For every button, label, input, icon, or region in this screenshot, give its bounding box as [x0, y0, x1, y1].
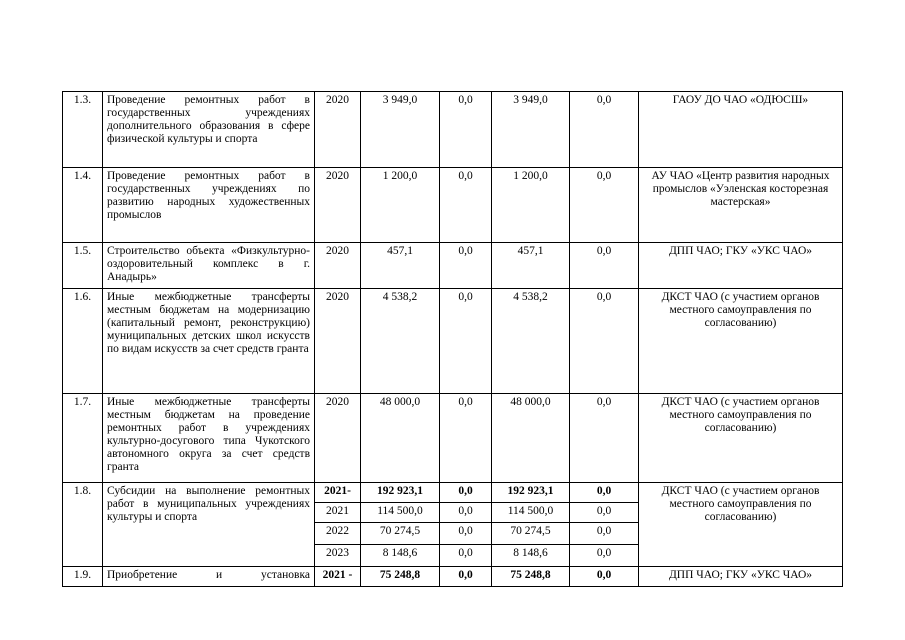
- local-budget-cell: 0,0: [570, 483, 639, 503]
- row-number: 1.7.: [63, 394, 103, 483]
- table-row: [63, 243, 843, 289]
- period-cell: 2020: [315, 394, 361, 483]
- total-amount-cell: 192 923,1: [361, 483, 440, 503]
- responsible-executor: ДКСТ ЧАО (с участием органов местного самоуправления по согласованию): [639, 289, 843, 394]
- row-number: 1.5.: [63, 243, 103, 289]
- period-cell: [315, 567, 361, 587]
- okrug-budget-cell: 192 923,1: [492, 483, 570, 503]
- federal-budget-cell: 0,0: [440, 168, 492, 243]
- total-amount-cell: 48 000,0: [361, 394, 440, 483]
- local-budget-cell: 0,0: [570, 243, 639, 289]
- activity-description: Проведение ремонтных работ в государственных учреждениях дополнительного образования в сфере физической культуры и спорта: [103, 92, 315, 168]
- table-row: [63, 92, 843, 168]
- okrug-budget-cell: 457,1: [492, 243, 570, 289]
- total-amount-cell: 70 274,5: [361, 523, 440, 545]
- federal-budget-cell: 0,0: [440, 503, 492, 523]
- responsible-executor: ГАОУ ДО ЧАО «ОДЮСШ»: [639, 92, 843, 168]
- responsible-executor: ДПП ЧАО; ГКУ «УКС ЧАО»: [639, 567, 843, 587]
- activity-description: Иные межбюджетные трансферты местным бюджетам на проведение ремонтных работ в учреждениях культурно-досугового типа Чукотского автономного округа за счет средств гранта: [103, 394, 315, 483]
- okrug-budget-cell: 1 200,0: [492, 168, 570, 243]
- federal-budget-cell: 0,0: [440, 243, 492, 289]
- federal-budget-cell: 0,0: [440, 394, 492, 483]
- local-budget-cell: 0,0: [570, 92, 639, 168]
- total-amount-cell: 8 148,6: [361, 545, 440, 567]
- okrug-budget-cell: 75 248,8: [492, 567, 570, 587]
- total-amount-cell: 3 949,0: [361, 92, 440, 168]
- okrug-budget-cell: 4 538,2: [492, 289, 570, 394]
- period-cell: 2020: [315, 168, 361, 243]
- federal-budget-cell: 0,0: [440, 523, 492, 545]
- total-amount-cell: 4 538,2: [361, 289, 440, 394]
- table-row: [63, 394, 843, 483]
- row-number: 1.9.: [63, 567, 103, 587]
- activity-description: Субсидии на выполнение ремонтных работ в муниципальных учреждениях культуры и спорта: [103, 483, 315, 567]
- total-amount-cell: 114 500,0: [361, 503, 440, 523]
- activity-description: Иные межбюджетные трансферты местным бюджетам на модернизацию (капитальный ремонт, реконструкцию) муниципальных детских школ искусств по видам искусств за счет средств гранта: [103, 289, 315, 394]
- row-number: 1.8.: [63, 483, 103, 567]
- row-number: 1.3.: [63, 92, 103, 168]
- local-budget-cell: 0,0: [570, 523, 639, 545]
- table-row: [63, 483, 843, 503]
- period-text: 2021 -: [322, 569, 353, 581]
- federal-budget-cell: 0,0: [440, 567, 492, 587]
- activity-description: [103, 567, 315, 587]
- period-cell: 2020: [315, 243, 361, 289]
- total-amount-cell: 457,1: [361, 243, 440, 289]
- period-cell: [315, 483, 361, 503]
- period-cell: 2022: [315, 523, 361, 545]
- total-amount-cell: 75 248,8: [361, 567, 440, 587]
- total-amount-cell: 1 200,0: [361, 168, 440, 243]
- row-number: 1.4.: [63, 168, 103, 243]
- local-budget-cell: 0,0: [570, 545, 639, 567]
- federal-budget-cell: 0,0: [440, 545, 492, 567]
- okrug-budget-cell: 114 500,0: [492, 503, 570, 523]
- period-text: 2021-: [324, 485, 351, 497]
- okrug-budget-cell: 48 000,0: [492, 394, 570, 483]
- responsible-executor: ДПП ЧАО; ГКУ «УКС ЧАО»: [639, 243, 843, 289]
- activity-description-text: Приобретение и установка: [107, 569, 310, 581]
- row-number: 1.6.: [63, 289, 103, 394]
- period-cell: 2020: [315, 92, 361, 168]
- federal-budget-cell: 0,0: [440, 92, 492, 168]
- table-row: [63, 567, 843, 587]
- activity-description: Проведение ремонтных работ в государственных учреждениях по развитию народных художественных промыслов: [103, 168, 315, 243]
- federal-budget-cell: 0,0: [440, 483, 492, 503]
- table-row: [63, 168, 843, 243]
- activity-description: Строительство объекта «Физкультурно-оздоровительный комплекс в г. Анадырь»: [103, 243, 315, 289]
- okrug-budget-cell: 3 949,0: [492, 92, 570, 168]
- local-budget-cell: 0,0: [570, 168, 639, 243]
- okrug-budget-cell: 70 274,5: [492, 523, 570, 545]
- local-budget-cell: 0,0: [570, 567, 639, 587]
- local-budget-cell: 0,0: [570, 503, 639, 523]
- responsible-executor: ДКСТ ЧАО (с участием органов местного самоуправления по согласованию): [639, 394, 843, 483]
- okrug-budget-cell: 8 148,6: [492, 545, 570, 567]
- period-cell: 2020: [315, 289, 361, 394]
- local-budget-cell: 0,0: [570, 394, 639, 483]
- period-cell: 2021: [315, 503, 361, 523]
- table-row: [63, 289, 843, 394]
- period-cell: 2023: [315, 545, 361, 567]
- program-activities-table: [62, 91, 843, 587]
- federal-budget-cell: 0,0: [440, 289, 492, 394]
- local-budget-cell: 0,0: [570, 289, 639, 394]
- responsible-executor: АУ ЧАО «Центр развития народных промыслов «Уэленская косторезная мастерская»: [639, 168, 843, 243]
- responsible-executor: ДКСТ ЧАО (с участием органов местного самоуправления по согласованию): [639, 483, 843, 567]
